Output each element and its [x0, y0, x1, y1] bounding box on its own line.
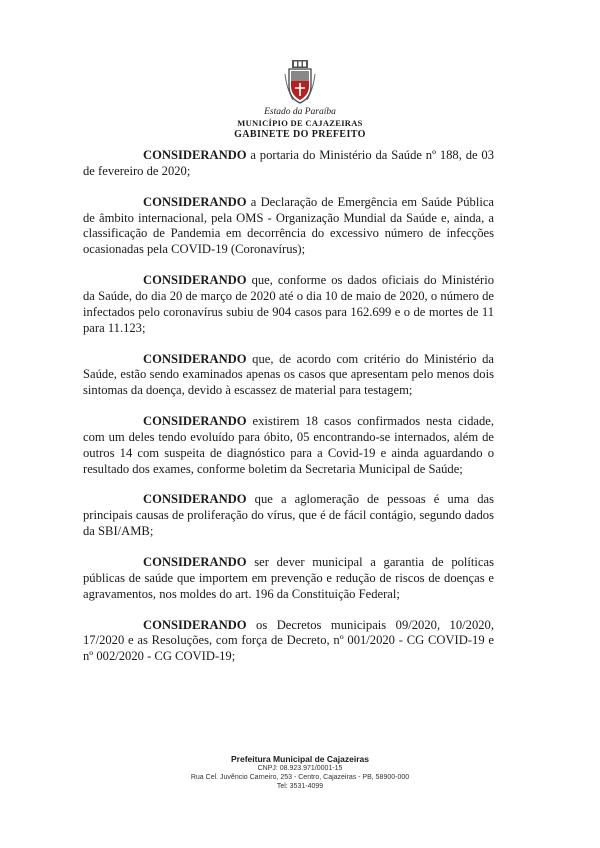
considerando-paragraph: [83, 352, 494, 399]
paragraph-text: que, de acordo com critério do Ministério da Saúde, estão sendo examinados apenas os casos que apresentam pelo menos dois sintomas da doença, devido à escassez de material para testagem;: [83, 351, 494, 398]
coat-of-arms-icon: [283, 60, 317, 104]
paragraph-text: os Decretos municipais 09/2020, 10/2020, 17/2020 e as Resoluções, com força de Decreto, nº 001/2020 - CG COVID-19 e nº 002/2020 - CG COVID-19;: [83, 617, 494, 664]
document-body: [83, 148, 494, 680]
paragraph-keyword: CONSIDERANDO: [143, 148, 247, 162]
page-footer: [0, 754, 600, 791]
paragraph-keyword: CONSIDERANDO: [143, 351, 247, 366]
paragraph-keyword: CONSIDERANDO: [143, 194, 247, 209]
paragraph-text: a Declaração de Emergência em Saúde Pública de âmbito internacional, pela OMS - Organização Mundial da Saúde e, ainda, a classificação de Pandemia em decorrência do excessivo número de infecções ocasionadas pela COVID-19 (Coronavírus);: [83, 194, 494, 257]
state-name: Estado da Paraíba: [264, 107, 336, 117]
considerando-paragraph: [83, 414, 494, 477]
footer-cnpj: CNPJ: 08.923.971/0001-15: [257, 765, 343, 772]
paragraph-keyword: CONSIDERANDO: [143, 617, 247, 632]
municipality-name: MUNICÍPIO DE CAJAZEIRAS: [237, 118, 363, 128]
footer-title: Prefeitura Municipal de Cajazeiras: [231, 754, 369, 764]
office-name: GABINETE DO PREFEITO: [234, 129, 366, 140]
footer-phone: Tel: 3531-4099: [276, 783, 324, 790]
paragraph-text: que a aglomeração de pessoas é uma das principais causas de proliferação do vírus, que é de fácil contágio, segundo dados da SBI/AMB;: [83, 492, 494, 539]
considerando-paragraph: [83, 492, 494, 539]
letterhead: [0, 60, 600, 141]
paragraph-keyword: CONSIDERANDO: [143, 492, 247, 507]
considerando-paragraph: [83, 273, 494, 336]
considerando-paragraph: [83, 618, 494, 665]
paragraph-text: que, conforme os dados oficiais do Ministério da Saúde, do dia 20 de março de 2020 até o dia 10 de maio de 2020, o número de infectados pelo coronavírus subiu de 904 casos para 162.699 e o de mortes de 11 para 11.123;: [83, 273, 494, 335]
paragraph-text: existirem 18 casos confirmados nesta cidade, com um deles tendo evoluído para óbito, 05 encontrando-se internados, além de outros 14 com suspeita de diagnóstico para a Covid-19 e ainda aguardando o resultado dos exames, conforme boletim da Secretaria Municipal de Saúde;: [83, 414, 494, 476]
considerando-paragraph: [83, 195, 494, 258]
footer-address: Rua Cel. Juvêncio Carneiro, 253 - Centro, Cajazeiras - PB, 58900-000: [190, 774, 410, 781]
paragraph-keyword: CONSIDERANDO: [143, 414, 247, 429]
paragraph-keyword: CONSIDERANDO: [143, 273, 247, 288]
considerando-paragraph: [83, 148, 494, 180]
paragraph-text: a portaria do Ministério da Saúde nº 188, de 03 de fevereiro de 2020;: [83, 148, 494, 178]
considerando-paragraph: [83, 555, 494, 602]
paragraph-keyword: CONSIDERANDO: [143, 555, 247, 570]
paragraph-text: ser dever municipal a garantia de políticas públicas de saúde que importem em prevenção e redução de riscos de doenças e agravamentos, nos moldes do art. 196 da Constituição Federal;: [83, 555, 494, 601]
